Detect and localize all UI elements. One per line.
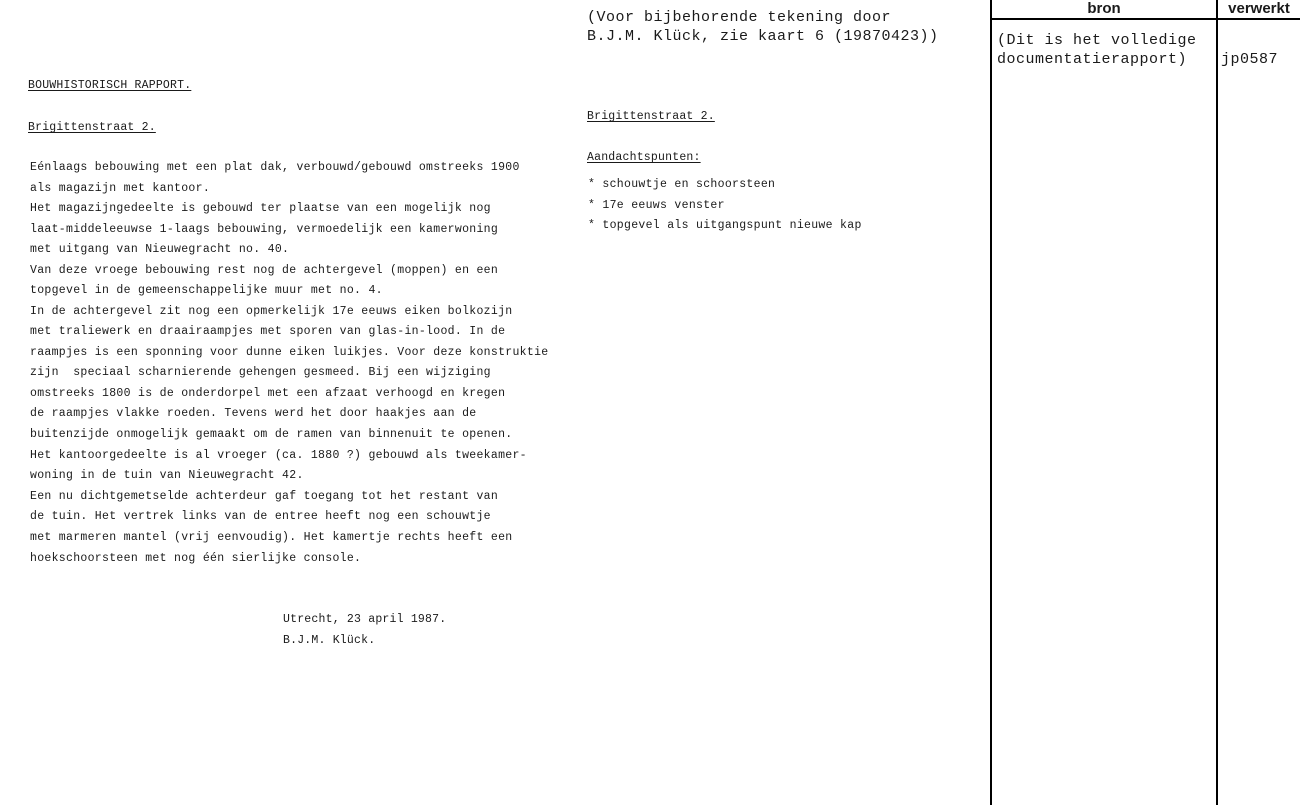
paragraph-line: buitenzijde onmogelijk gemaakt om de ramen van binnenuit te openen. [30, 428, 513, 441]
report-address: Brigittenstraat 2. [28, 121, 156, 134]
paragraph-line: In de achtergevel zit nog een opmerkelijk 17e eeuws eiken bolkozijn [30, 305, 513, 318]
paragraph-line: Het magazijngedeelte is gebouwd ter plaatse van een mogelijk nog [30, 202, 491, 215]
paragraph-line: woning in de tuin van Nieuwegracht 42. [30, 469, 304, 482]
paragraph-line: met marmeren mantel (vrij eenvoudig). Het kamertje rechts heeft een [30, 531, 513, 544]
bron-column-header: bron [1087, 0, 1121, 17]
source-note-line-2: B.J.M. Klück, zie kaart 6 (19870423)) [587, 28, 939, 45]
paragraph-line: raampjes is een sponning voor dunne eiken luikjes. Voor deze konstruktie [30, 346, 549, 359]
bron-line-1: (Dit is het volledige [997, 32, 1197, 49]
source-note [587, 8, 939, 46]
place-date: Utrecht, 23 april 1987. [283, 613, 447, 626]
attention-heading: Aandachtspunten: [587, 151, 701, 164]
paragraph-line: de tuin. Het vertrek links van de entree heeft nog een schouwtje [30, 510, 491, 523]
attention-address: Brigittenstraat 2. [587, 110, 715, 123]
attention-item: * topgevel als uitgangspunt nieuwe kap [588, 219, 862, 232]
paragraph-line: Een nu dichtgemetselde achterdeur gaf toegang tot het restant van [30, 490, 499, 503]
attention-item: * 17e eeuws venster [588, 199, 725, 212]
table-divider [1216, 0, 1218, 805]
paragraph-line: Het kantoorgedeelte is al vroeger (ca. 1880 ?) gebouwd als tweekamer- [30, 449, 527, 462]
paragraph-line: Eénlaags bebouwing met een plat dak, verbouwd/gebouwd omstreeks 1900 [30, 161, 520, 174]
paragraph-line: laat-middeleeuwse 1-laags bebouwing, vermoedelijk een kamerwoning [30, 223, 499, 236]
paragraph-line: omstreeks 1800 is de onderdorpel met een afzaat verhoogd en kregen [30, 387, 506, 400]
bron-line-2: documentatierapport) [997, 51, 1188, 68]
author-signature: B.J.M. Klück. [283, 634, 376, 647]
paragraph-line: Van deze vroege bebouwing rest nog de achtergevel (moppen) en een [30, 264, 499, 277]
source-note-line-1: (Voor bijbehorende tekening door [587, 9, 892, 26]
paragraph-line: hoekschoorsteen met nog één sierlijke console. [30, 552, 362, 565]
verwerkt-column-header: verwerkt [1228, 0, 1290, 17]
paragraph-line: als magazijn met kantoor. [30, 182, 211, 195]
paragraph-line: zijn speciaal scharnierende gehengen gesmeed. Bij een wijziging [30, 366, 491, 379]
verwerkt-cell: jp0587 [1221, 51, 1279, 68]
paragraph-line: met uitgang van Nieuwegracht no. 40. [30, 243, 290, 256]
paragraph-line: met traliewerk en draairaampjes met sporen van glas-in-lood. In de [30, 325, 506, 338]
bron-cell [997, 31, 1197, 69]
paragraph-line: topgevel in de gemeenschappelijke muur met no. 4. [30, 284, 383, 297]
report-title: BOUWHISTORISCH RAPPORT. [28, 79, 192, 92]
table-divider [990, 0, 992, 805]
paragraph-line: de raampjes vlakke roeden. Tevens werd het door haakjes aan de [30, 407, 477, 420]
attention-item: * schouwtje en schoorsteen [588, 178, 776, 191]
table-header-rule [990, 18, 1300, 20]
